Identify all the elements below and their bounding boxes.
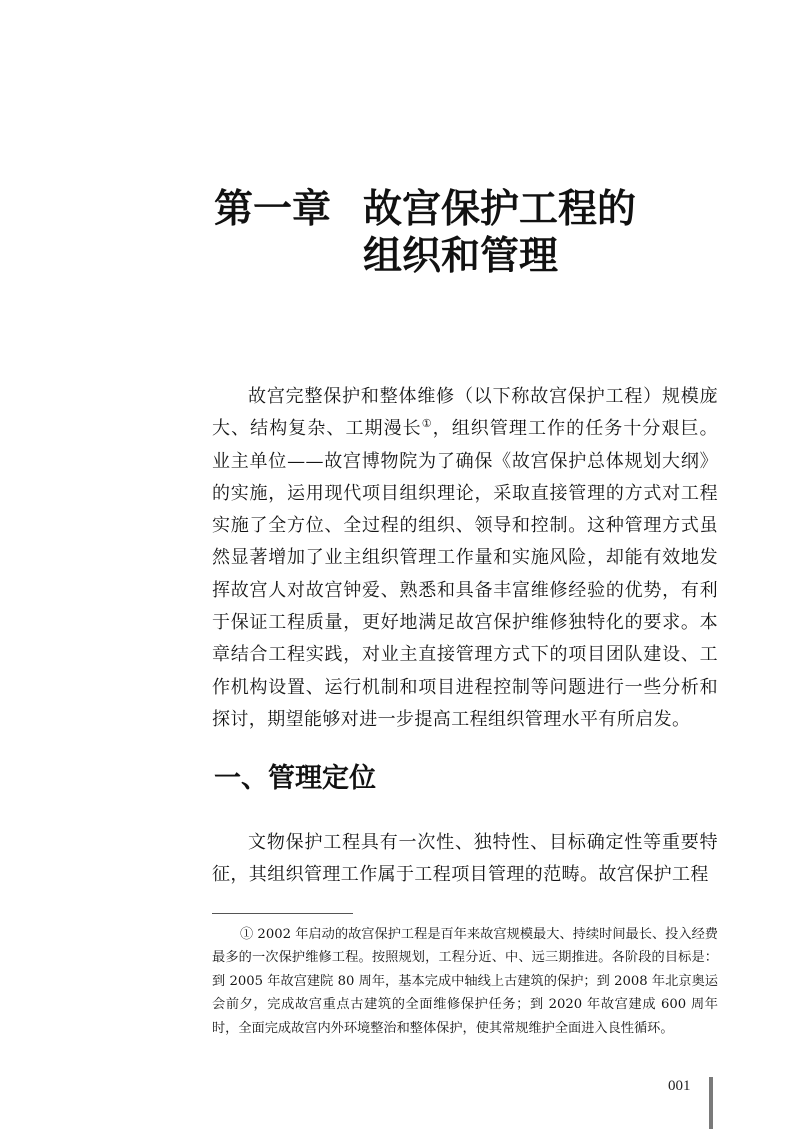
footnote-divider xyxy=(212,913,353,914)
footnote-reference[interactable]: ① xyxy=(421,417,433,431)
intro-text-part-1: 故宫完整保护和整体维修（以下称故宫保护工程）规模庞大、结构复杂、工期漫长 xyxy=(212,386,718,440)
section-heading: 一、管理定位 xyxy=(214,763,376,794)
section-paragraph: 文物保护工程具有一次性、独特性、目标确定性等重要特征，其组织管理工作属于工程项目管理的范畴。故宫保护工程 xyxy=(212,832,718,886)
chapter-title-line-1 xyxy=(214,186,636,233)
chapter-title-line-2: 组织和管理 xyxy=(363,234,559,279)
chapter-number: 第一章 xyxy=(214,187,332,232)
chapter-title xyxy=(214,186,636,280)
intro-text-part-2: ，组织管理工作的任务十分艰巨。业主单位——故宫博物院为了确保《故宫保护总体规划大纲》的实施，运用现代项目组织理论，采取直接管理的方式对工程实施了全方位、全过程的组织、领导和控制。这种管理方式虽然显著增加了业主组织管理工作量和实施风险，却能有效地发挥故宫人对故宫钟爱、熟悉和具备丰富维修经验的优势，有利于保证工程质量，更好地满足故宫保护维修独特化的要求。本章结合工程实践，对业主直接管理方式下的项目团队建设、工作机构设置、运行机制和项目进程控制等问题进行一些分析和探讨，期望能够对进一步提高工程组织管理水平有所启发。 xyxy=(212,418,719,730)
margin-bar xyxy=(709,1077,713,1129)
footnote xyxy=(212,923,718,1040)
chapter-title-text-1: 故宫保护工程的 xyxy=(363,187,637,232)
footnote-text: 2002 年启动的故宫保护工程是百年来故宫规模最大、持续时间最长、投入经费最多的一次保护维修工程。按照规划，工程分近、中、远三期推进。各阶段的目标是：到 2005 年故宫建院 80 周年，基本完成中轴线上古建筑的保护；到 2008 年北京奥运会前夕，完成故宫重点古建筑的全面维修保护任务；到 2020 年故宫建成 600 周年时，全面完成故宫内外环境整治和整体保护，使其常规维护全面进入良性循环。 xyxy=(212,927,718,1036)
intro-paragraph xyxy=(212,381,718,736)
page-number: 001 xyxy=(668,1078,691,1094)
footnote-marker: ① xyxy=(240,927,254,942)
